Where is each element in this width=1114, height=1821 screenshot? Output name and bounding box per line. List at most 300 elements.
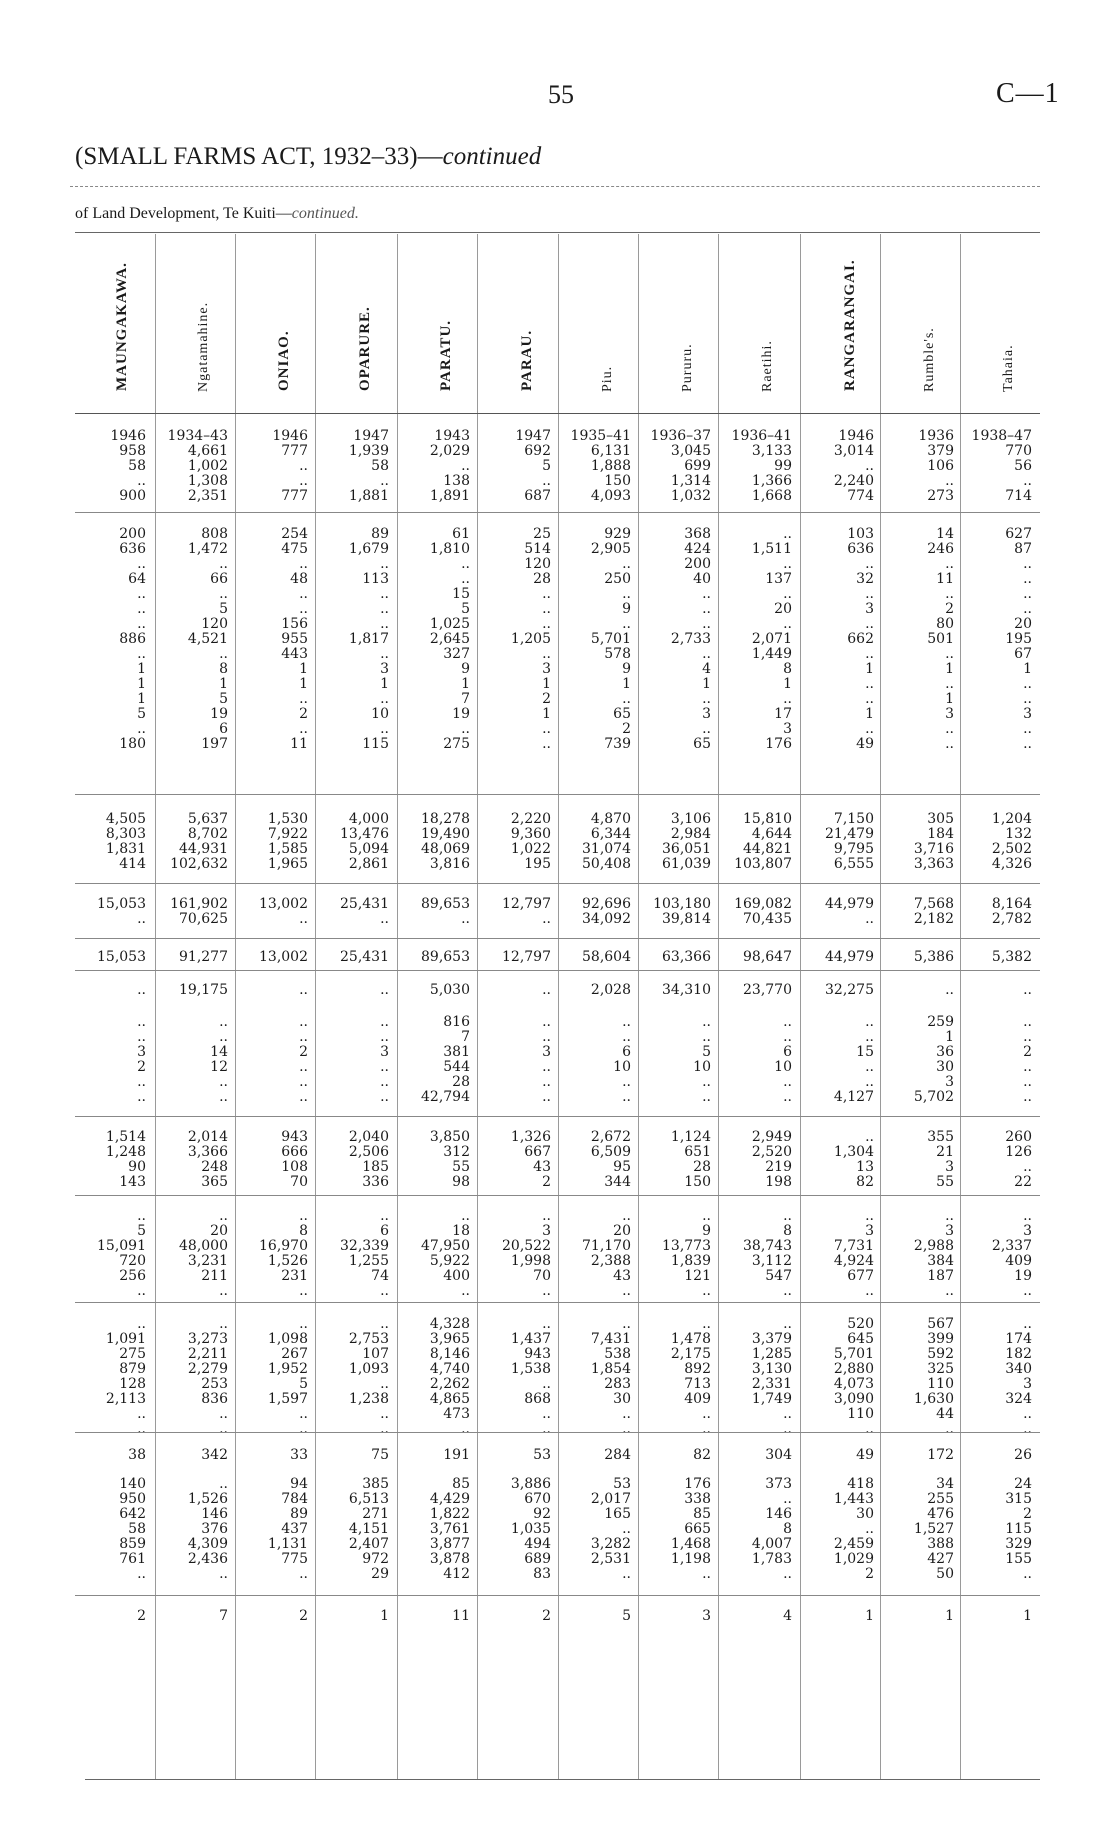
table-cell: 2,029: [429, 443, 470, 459]
table-cell: 687: [524, 488, 551, 504]
table-cell: 692: [524, 443, 551, 459]
table-cell: ..: [1023, 1208, 1032, 1224]
table-cell: 50: [936, 1566, 954, 1582]
table-cell: 2,984: [670, 826, 711, 842]
table-cell: 1,255: [348, 1253, 389, 1269]
table-row: [0, 1608, 1114, 1624]
table-cell: 399: [927, 1331, 954, 1347]
table-cell: 22: [1014, 1174, 1032, 1190]
column-header-label: MAUNGAKAWA.: [113, 262, 130, 391]
table-row: [0, 911, 1114, 927]
table-cell: 2,279: [187, 1361, 228, 1377]
table-cell: ..: [299, 473, 308, 489]
table-cell: ..: [702, 721, 711, 737]
table-cell: 28: [693, 1159, 711, 1175]
table-cell: 55: [452, 1159, 470, 1175]
table-cell: ..: [865, 911, 874, 927]
column-header-label: OPARURE.: [356, 306, 373, 391]
table-cell: ..: [219, 1421, 228, 1437]
table-cell: 39,814: [662, 911, 711, 927]
table-row: [0, 616, 1114, 632]
table-cell: 7,568: [913, 896, 954, 912]
table-cell: 777: [281, 443, 308, 459]
table-cell: ..: [702, 1089, 711, 1105]
table-cell: 325: [927, 1361, 954, 1377]
table-cell: 1,022: [510, 841, 551, 857]
table-row: [0, 721, 1114, 737]
table-cell: 381: [443, 1044, 470, 1060]
table-cell: 315: [1005, 1491, 1032, 1507]
table-cell: 388: [927, 1536, 954, 1552]
table-cell: 5: [542, 458, 551, 474]
table-row: [0, 1283, 1114, 1299]
table-row: [0, 1208, 1114, 1224]
table-cell: 1,205: [510, 631, 551, 647]
table-cell: 13,773: [662, 1238, 711, 1254]
table-cell: 48: [290, 571, 308, 587]
table-cell: 15: [856, 1044, 874, 1060]
table-cell: ..: [783, 526, 792, 542]
table-cell: 1935–41: [570, 428, 631, 444]
table-cell: 1,124: [670, 1129, 711, 1145]
table-cell: 18,278: [421, 811, 470, 827]
table-cell: ..: [1023, 721, 1032, 737]
table-cell: 182: [1005, 1346, 1032, 1362]
table-cell: 2,040: [348, 1129, 389, 1145]
table-cell: ..: [542, 1283, 551, 1299]
table-cell: 4,924: [833, 1253, 874, 1269]
table-cell: 1: [865, 1608, 874, 1624]
table-cell: ..: [945, 1283, 954, 1299]
table-cell: 40: [693, 571, 711, 587]
table-cell: 32: [856, 571, 874, 587]
table-cell: 4,309: [187, 1536, 228, 1552]
table-cell: ..: [137, 1406, 146, 1422]
table-cell: ..: [137, 1208, 146, 1224]
table-cell: 83: [533, 1566, 551, 1582]
table-cell: 324: [1005, 1391, 1032, 1407]
table-cell: 12,797: [502, 949, 551, 965]
table-cell: 1936–41: [731, 428, 792, 444]
table-cell: 2,436: [187, 1551, 228, 1567]
table-cell: 418: [847, 1476, 874, 1492]
table-cell: 120: [201, 616, 228, 632]
table-cell: ..: [137, 556, 146, 572]
table-cell: ..: [783, 556, 792, 572]
table-cell: ..: [542, 911, 551, 927]
table-cell: 3: [865, 601, 874, 617]
table-cell: 3: [380, 661, 389, 677]
table-cell: 7: [461, 1029, 470, 1045]
table-cell: ..: [219, 1029, 228, 1045]
table-cell: 636: [847, 541, 874, 557]
group-rule: [75, 1116, 1040, 1117]
table-cell: 4,093: [590, 488, 631, 504]
table-cell: ..: [542, 586, 551, 602]
table-cell: 1: [945, 691, 954, 707]
table-cell: ..: [380, 1421, 389, 1437]
table-cell: 33: [290, 1447, 308, 1463]
table-cell: ..: [219, 556, 228, 572]
table-row: [0, 1361, 1114, 1377]
table-cell: 1,248: [105, 1144, 146, 1160]
table-cell: 70: [290, 1174, 308, 1190]
table-cell: ..: [702, 1566, 711, 1582]
table-cell: 4,007: [751, 1536, 792, 1552]
table-cell: ..: [299, 911, 308, 927]
table-cell: ..: [542, 1059, 551, 1075]
table-cell: 4: [702, 661, 711, 677]
table-cell: 6,131: [590, 443, 631, 459]
table-cell: 4: [783, 1608, 792, 1624]
table-cell: ..: [865, 1283, 874, 1299]
table-cell: 8: [783, 1223, 792, 1239]
table-cell: 71,170: [582, 1238, 631, 1254]
table-cell: 1,630: [913, 1391, 954, 1407]
table-cell: 5,922: [429, 1253, 470, 1269]
table-cell: 21: [936, 1144, 954, 1160]
table-row: [0, 443, 1114, 459]
table-cell: 11: [452, 1608, 470, 1624]
table-cell: 1,854: [590, 1361, 631, 1377]
table-cell: ..: [945, 586, 954, 602]
table-cell: 89,653: [421, 949, 470, 965]
table-cell: 38,743: [743, 1238, 792, 1254]
table-cell: 1,888: [590, 458, 631, 474]
table-cell: 1,526: [267, 1253, 308, 1269]
table-cell: 43: [533, 1159, 551, 1175]
table-cell: 900: [119, 488, 146, 504]
table-cell: 65: [613, 706, 631, 722]
table-cell: ..: [299, 1074, 308, 1090]
table-cell: 110: [927, 1376, 954, 1392]
table-cell: ..: [137, 1421, 146, 1437]
table-cell: 15,053: [97, 949, 146, 965]
table-cell: 2: [865, 1566, 874, 1582]
table-cell: 34: [936, 1476, 954, 1492]
table-cell: 355: [927, 1129, 954, 1145]
table-cell: 2,645: [429, 631, 470, 647]
table-cell: 4,000: [348, 811, 389, 827]
table-cell: 3,716: [913, 841, 954, 857]
table-cell: ..: [622, 1421, 631, 1437]
table-cell: 1,131: [267, 1536, 308, 1552]
table-cell: 1,437: [510, 1331, 551, 1347]
table-cell: 720: [119, 1253, 146, 1269]
table-cell: 108: [281, 1159, 308, 1175]
table-cell: 85: [452, 1476, 470, 1492]
table-cell: ..: [299, 1089, 308, 1105]
table-cell: 642: [119, 1506, 146, 1522]
group-rule: [75, 1432, 1040, 1433]
table-cell: 9: [622, 661, 631, 677]
table-row: [0, 1391, 1114, 1407]
table-cell: 165: [604, 1506, 631, 1522]
column-header: [75, 240, 152, 408]
table-cell: 58: [128, 458, 146, 474]
group-rule: [75, 970, 1040, 971]
table-cell: 547: [765, 1268, 792, 1284]
table-cell: 1: [1023, 661, 1032, 677]
table-cell: ..: [219, 1406, 228, 1422]
table-cell: 24: [1014, 1476, 1032, 1492]
table-cell: 10: [613, 1059, 631, 1075]
table-cell: 6,509: [590, 1144, 631, 1160]
table-cell: ..: [380, 1208, 389, 1224]
table-cell: 161,902: [170, 896, 228, 912]
table-cell: 1,478: [670, 1331, 711, 1347]
table-cell: 128: [119, 1376, 146, 1392]
group-rule: [75, 794, 1040, 795]
table-cell: 1,952: [267, 1361, 308, 1377]
table-cell: ..: [702, 1029, 711, 1045]
table-cell: 14: [936, 526, 954, 542]
table-cell: 2: [542, 1608, 551, 1624]
table-cell: ..: [945, 676, 954, 692]
table-cell: 32,275: [825, 982, 874, 998]
table-cell: ..: [1023, 1283, 1032, 1299]
table-cell: 256: [119, 1268, 146, 1284]
table-cell: 9: [622, 601, 631, 617]
table-cell: ..: [219, 1316, 228, 1332]
table-cell: 424: [684, 541, 711, 557]
table-cell: 368: [684, 526, 711, 542]
table-cell: 3,112: [751, 1253, 792, 1269]
table-cell: ..: [380, 616, 389, 632]
table-cell: 437: [281, 1521, 308, 1537]
table-cell: 1,526: [187, 1491, 228, 1507]
table-row: [0, 1521, 1114, 1537]
table-cell: 473: [443, 1406, 470, 1422]
table-cell: 200: [119, 526, 146, 542]
table-cell: 267: [281, 1346, 308, 1362]
table-cell: 868: [524, 1391, 551, 1407]
table-cell: 1: [461, 676, 470, 692]
table-cell: ..: [622, 1316, 631, 1332]
table-cell: 87: [1014, 541, 1032, 557]
table-cell: 3: [945, 1223, 954, 1239]
table-cell: 195: [524, 856, 551, 872]
table-cell: 30: [856, 1506, 874, 1522]
table-cell: 1936–37: [650, 428, 711, 444]
table-cell: 3,106: [670, 811, 711, 827]
table-cell: 2: [1023, 1506, 1032, 1522]
table-cell: 1,783: [751, 1551, 792, 1567]
table-cell: 3,877: [429, 1536, 470, 1552]
table-cell: 155: [1005, 1551, 1032, 1567]
table-cell: ..: [945, 1421, 954, 1437]
table-cell: ..: [137, 616, 146, 632]
table-cell: 5,701: [590, 631, 631, 647]
table-cell: ..: [622, 1406, 631, 1422]
table-cell: ..: [865, 556, 874, 572]
table-cell: ..: [137, 1566, 146, 1582]
table-cell: 1936: [918, 428, 954, 444]
table-cell: 1,002: [187, 458, 228, 474]
table-cell: 2: [137, 1608, 146, 1624]
table-cell: ..: [380, 1029, 389, 1045]
table-cell: 195: [1005, 631, 1032, 647]
table-cell: 670: [524, 1491, 551, 1507]
table-cell: 2,672: [590, 1129, 631, 1145]
table-cell: ..: [137, 473, 146, 489]
table-cell: 110: [847, 1406, 874, 1422]
table-cell: 6: [380, 1223, 389, 1239]
column-header-label: Raetihi.: [760, 340, 775, 392]
table-cell: 5: [461, 601, 470, 617]
table-cell: 70,435: [743, 911, 792, 927]
table-cell: 34,310: [662, 982, 711, 998]
table-cell: 80: [936, 616, 954, 632]
table-cell: 38: [128, 1447, 146, 1463]
table-cell: 1,098: [267, 1331, 308, 1347]
table-row: [0, 541, 1114, 557]
table-cell: 409: [1005, 1253, 1032, 1269]
table-cell: 25: [533, 526, 551, 542]
table-cell: ..: [865, 1208, 874, 1224]
table-cell: 2,949: [751, 1129, 792, 1145]
table-cell: 284: [604, 1447, 631, 1463]
table-cell: 1938–47: [971, 428, 1032, 444]
table-cell: 8: [219, 661, 228, 677]
table-cell: 30: [613, 1391, 631, 1407]
group-rule: [75, 1302, 1040, 1303]
column-header: [884, 240, 960, 408]
table-cell: ..: [542, 736, 551, 752]
table-cell: 44: [936, 1406, 954, 1422]
table-cell: 3,366: [187, 1144, 228, 1160]
table-cell: 11: [936, 571, 954, 587]
table-cell: 200: [684, 556, 711, 572]
table-cell: 7,150: [833, 811, 874, 827]
table-cell: 12: [210, 1059, 228, 1075]
table-cell: 4,151: [348, 1521, 389, 1537]
table-cell: ..: [1023, 1406, 1032, 1422]
table-cell: ..: [702, 586, 711, 602]
table-cell: 774: [847, 488, 874, 504]
column-header: [158, 240, 234, 408]
table-cell: ..: [1023, 571, 1032, 587]
table-cell: ..: [783, 1421, 792, 1437]
table-row: [0, 1566, 1114, 1582]
table-cell: 1943: [434, 428, 470, 444]
table-cell: 1: [865, 661, 874, 677]
table-cell: 5: [299, 1376, 308, 1392]
table-cell: 412: [443, 1566, 470, 1582]
table-cell: 5: [219, 691, 228, 707]
table-cell: ..: [461, 1283, 470, 1299]
table-cell: ..: [1023, 1316, 1032, 1332]
title-continued: continued: [442, 143, 542, 170]
table-cell: ..: [380, 1316, 389, 1332]
table-cell: ..: [461, 721, 470, 737]
table-cell: 146: [765, 1506, 792, 1522]
column-header: [562, 240, 637, 408]
table-cell: 5,702: [913, 1089, 954, 1105]
table-cell: 373: [765, 1476, 792, 1492]
table-cell: ..: [299, 601, 308, 617]
table-cell: 958: [119, 443, 146, 459]
table-cell: 3,045: [670, 443, 711, 459]
table-row: [0, 1406, 1114, 1422]
table-cell: ..: [380, 1014, 389, 1030]
table-cell: ..: [380, 1059, 389, 1075]
table-cell: ..: [945, 473, 954, 489]
table-cell: 5,382: [991, 949, 1032, 965]
table-cell: 6,344: [590, 826, 631, 842]
table-cell: 34,092: [582, 911, 631, 927]
table-cell: ..: [865, 586, 874, 602]
table-cell: ..: [702, 1316, 711, 1332]
table-cell: 42,794: [421, 1089, 470, 1105]
table-cell: 82: [856, 1174, 874, 1190]
table-cell: 340: [1005, 1361, 1032, 1377]
table-cell: 103,807: [734, 856, 792, 872]
table-cell: ..: [1023, 1014, 1032, 1030]
column-header-label: ONIAO.: [275, 330, 292, 391]
table-cell: ..: [783, 691, 792, 707]
table-cell: 1: [702, 676, 711, 692]
table-cell: 10: [774, 1059, 792, 1075]
table-cell: 30: [936, 1059, 954, 1075]
table-cell: 892: [684, 1361, 711, 1377]
table-cell: ..: [1023, 1059, 1032, 1075]
table-cell: 784: [281, 1491, 308, 1507]
table-cell: ..: [622, 586, 631, 602]
table-cell: ..: [461, 1421, 470, 1437]
page-number: 55: [548, 80, 574, 109]
table-cell: 2: [299, 706, 308, 722]
table-cell: 31,074: [582, 841, 631, 857]
table-cell: 1,527: [913, 1521, 954, 1537]
table-cell: ..: [1023, 691, 1032, 707]
table-cell: 879: [119, 1361, 146, 1377]
table-cell: ..: [622, 1089, 631, 1105]
page-subtitle: [75, 205, 359, 223]
table-row: [0, 982, 1114, 998]
table-cell: 120: [524, 556, 551, 572]
column-header: [964, 240, 1038, 408]
table-cell: 427: [927, 1551, 954, 1567]
table-cell: 836: [201, 1391, 228, 1407]
table-cell: ..: [380, 721, 389, 737]
table-cell: ..: [622, 691, 631, 707]
table-cell: 1: [783, 676, 792, 692]
column-header: [480, 240, 557, 408]
table-cell: 1: [380, 1608, 389, 1624]
table-row: [0, 1447, 1114, 1463]
table-row: [0, 586, 1114, 602]
table-cell: 2,753: [348, 1331, 389, 1347]
table-cell: 636: [119, 541, 146, 557]
table-cell: 13,002: [259, 949, 308, 965]
table-cell: 342: [201, 1447, 228, 1463]
table-cell: 1,749: [751, 1391, 792, 1407]
table-cell: ..: [299, 1014, 308, 1030]
table-cell: 10: [693, 1059, 711, 1075]
table-cell: ..: [137, 586, 146, 602]
table-cell: 99: [774, 458, 792, 474]
table-cell: 2,520: [751, 1144, 792, 1160]
table-cell: 3,282: [590, 1536, 631, 1552]
table-cell: 1: [945, 1029, 954, 1045]
table-cell: 1,530: [267, 811, 308, 827]
table-row: [0, 1044, 1114, 1060]
table-cell: 140: [119, 1476, 146, 1492]
table-cell: 667: [524, 1144, 551, 1160]
table-cell: 248: [201, 1159, 228, 1175]
table-cell: 1934–43: [167, 428, 228, 444]
